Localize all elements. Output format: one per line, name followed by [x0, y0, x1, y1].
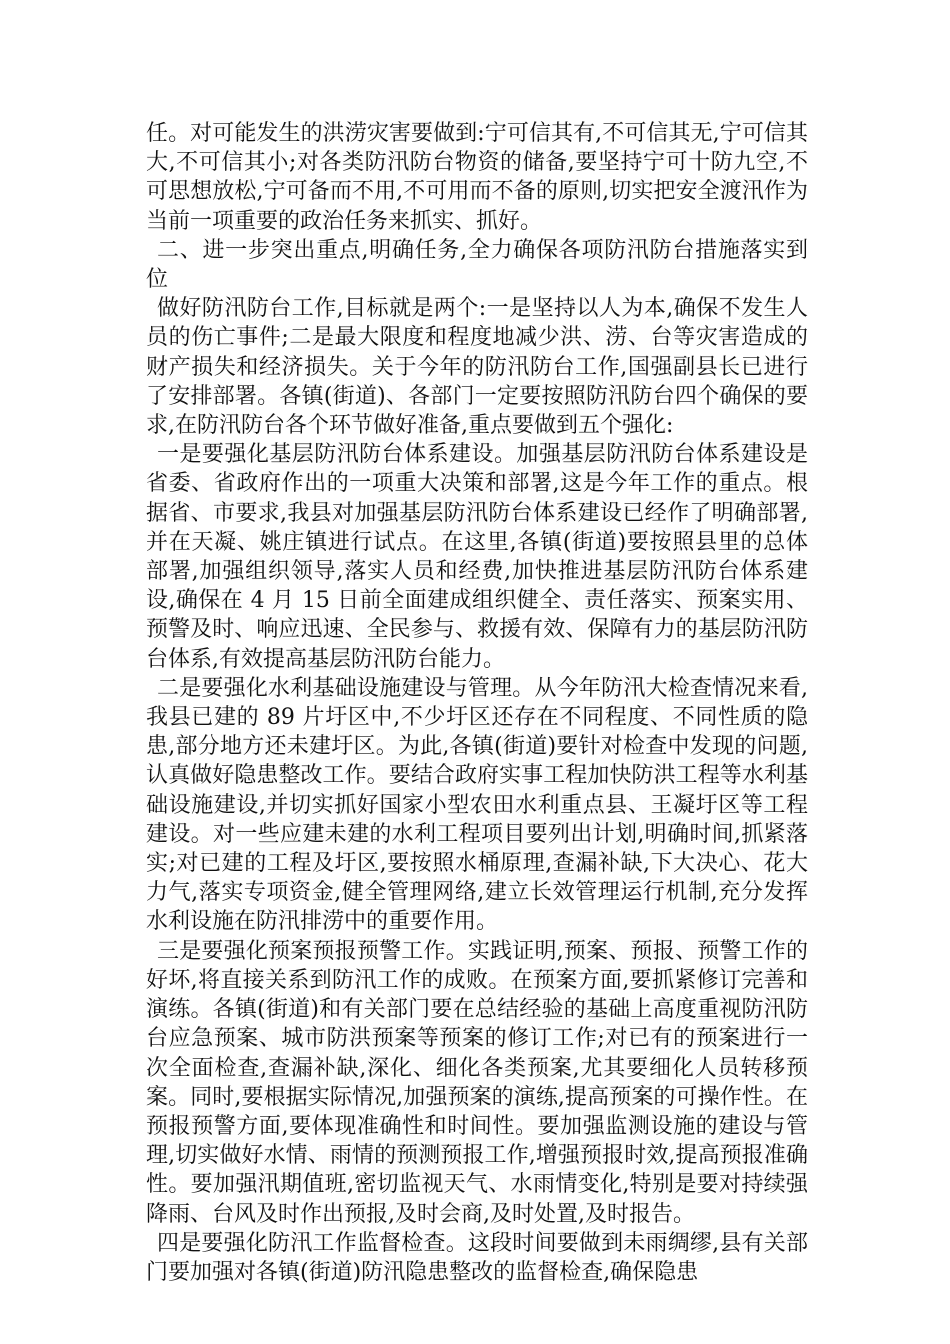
section-heading-two: 二、进一步突出重点,明确任务,全力确保各项防汛防台措施落实到位	[146, 237, 808, 293]
document-body	[146, 119, 808, 1287]
paragraph-continuation: 任。对可能发生的洪涝灾害要做到:宁可信其有,不可信其无,宁可信其大,不可信其小;对各类防汛防台物资的储备,要坚持宁可十防九空,不可思想放松,宁可备而不用,不可用而不备的原则,切实把安全渡汛作为当前一项重要的政治任务来抓实、抓好。	[146, 121, 808, 234]
paragraph-item-four: 四是要强化防汛工作监督检查。这段时间要做到未雨绸缪,县有关部门要加强对各镇(街道)防汛隐患整改的监督检查,确保隐患	[146, 1230, 808, 1285]
paragraph-item-three: 三是要强化预案预报预警工作。实践证明,预案、预报、预警工作的好坏,将直接关系到防汛工作的成败。在预案方面,要抓紧修订完善和演练。各镇(街道)和有关部门要在总结经验的基础上高度重视防汛防台应急预案、城市防洪预案等预案的修订工作;对已有的预案进行一次全面检查,查漏补缺,深化、细化各类预案,尤其要细化人员转移预案。同时,要根据实际情况,加强预案的演练,提高预案的可操作性。在预报预警方面,要体现准确性和时间性。要加强监测设施的建设与管理,切实做好水情、雨情的预测预报工作,增强预报时效,提高预报准确性。要加强汛期值班,密切监视天气、水雨情变化,特别是要对持续强降雨、台风及时作出预报,及时会商,及时处置,及时报告。	[146, 938, 808, 1227]
paragraph-item-two: 二是要强化水利基础设施建设与管理。从今年防汛大检查情况来看,我县已建的 89 片圩区中,不少圩区还存在不同程度、不同性质的隐患,部分地方还未建圩区。为此,各镇(街道)要针对检查中发现的问题,认真做好隐患整改工作。要结合政府实事工程加快防洪工程等水利基础设施建设,并切实抓好国家小型农田水利重点县、王凝圩区等工程建设。对一些应建未建的水利工程项目要列出计划,明确时间,抓紧落实;对已建的工程及圩区,要按照水桶原理,查漏补缺,下大决心、花大力气,落实专项资金,健全管理网络,建立长效管理运行机制,充分发挥水利设施在防汛排涝中的重要作用。	[146, 675, 808, 935]
paragraph-goals: 做好防汛防台工作,目标就是两个:一是坚持以人为本,确保不发生人员的伤亡事件;二是最大限度和程度地减少洪、涝、台等灾害造成的财产损失和经济损失。关于今年的防汛防台工作,国强副县长已进行了安排部署。各镇(街道)、各部门一定要按照防汛防台四个确保的要求,在防汛防台各个环节做好准备,重点要做到五个强化:	[146, 296, 808, 439]
paragraph-item-one: 一是要强化基层防汛防台体系建设。加强基层防汛防台体系建设是省委、省政府作出的一项重大决策和部署,这是今年工作的重点。根据省、市要求,我县对加强基层防汛防台体系建设已经作了明确部署,并在天凝、姚庄镇进行试点。在这里,各镇(街道)要按照县里的总体部署,加强组织领导,落实人员和经费,加快推进基层防汛防台体系建设,确保在 4 月 15 日前全面建成组织健全、责任落实、预案实用、预警及时、响应迅速、全民参与、救援有效、保障有力的基层防汛防台体系,有效提高基层防汛防台能力。	[146, 442, 808, 672]
